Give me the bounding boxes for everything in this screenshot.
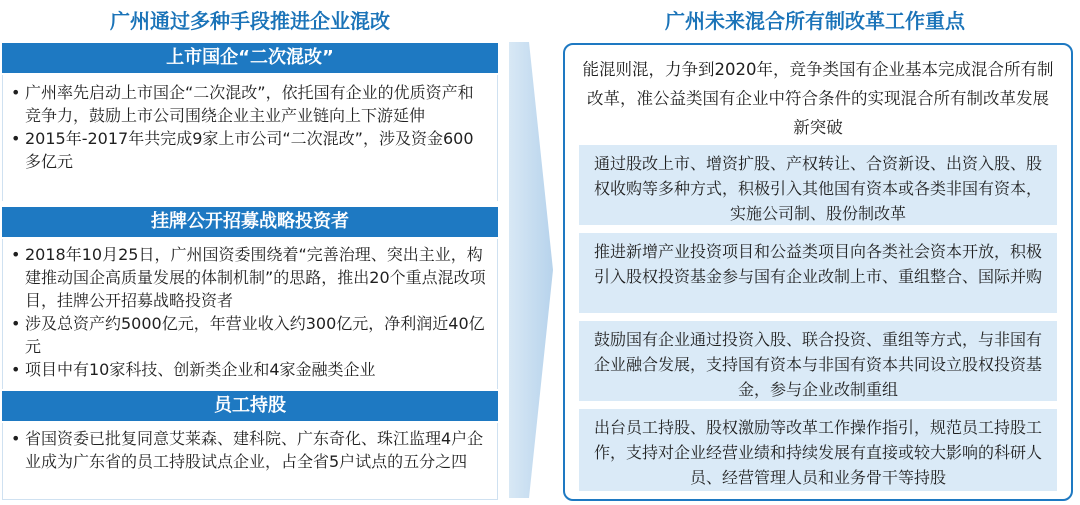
list-item (3, 358, 497, 381)
bullet-text: 2018年10月25日，广州国资委围绕着“完善治理、突出主业，构建推动国企高质量发展的体制机制”的思路，推出20个重点混改项目，挂牌公开招募战略投资者 (25, 245, 486, 310)
section-header-strategic-investors: 挂牌公开招募战略投资者 (2, 207, 498, 237)
left-title: 广州通过多种手段推进企业混改 (110, 9, 390, 33)
focus-box-share-reform: 通过股改上市、增资扩股、产权转让、合资新设、出资入股、股权收购等多种方式，积极引入其他国有资本或各类非国有资本，实施公司制、股份制改革 (579, 145, 1057, 225)
list-item (3, 81, 497, 127)
section-body-listed-soe (2, 75, 498, 201)
focus-box-social-capital: 推进新增产业投资项目和公益类项目向各类社会资本开放，积极引入股权投资基金参与国有企业改制上市、重组整合、国际并购 (579, 233, 1057, 313)
focus-box-employee-shareholding: 出台员工持股、股权激励等改革工作操作指引，规范员工持股工作，支持对企业经营业绩和持续发展有直接或较大影响的科研人员、经营管理人员和业务骨干等持股 (579, 409, 1057, 491)
left-panel (0, 43, 500, 500)
section-header-employee-shareholding: 员工持股 (2, 391, 498, 421)
list-item (3, 243, 497, 312)
section-header-listed-soe: 上市国企“二次混改” (2, 43, 498, 73)
goal-statement: 能混则混，力争到2020年，竞争类国有企业基本完成混合所有制改革，准公益类国有企业中符合条件的实现混合所有制改革发展新突破 (582, 60, 1054, 137)
bullet-dot-icon: • (11, 245, 21, 264)
bullet-text: 省国资委已批复同意艾莱森、建科院、广东奇化、珠江监理4户企业成为广东省的员工持股试点企业，占全省5户试点的五分之四 (25, 429, 484, 471)
bullet-text: 涉及总资产约5000亿元，年营业收入约300亿元，净利润近40亿元 (25, 314, 485, 356)
list-item (3, 312, 497, 358)
bullet-text: 2015年-2017年共完成9家上市公司“二次混改”，涉及资金600多亿元 (25, 129, 474, 171)
list-item (3, 427, 497, 473)
bullet-dot-icon: • (11, 129, 21, 148)
list-item (3, 127, 497, 173)
section-body-employee-shareholding (2, 423, 498, 500)
section-body-strategic-investors (2, 239, 498, 389)
bullet-text: 广州率先启动上市国企“二次混改”，依托国有企业的优质资产和竞争力，鼓励上市公司围绕企业主业产业链向上下游延伸 (25, 83, 474, 125)
bullet-dot-icon: • (11, 83, 21, 102)
right-arrow-icon (507, 40, 555, 500)
bullet-dot-icon: • (11, 314, 21, 333)
bullet-text: 项目中有10家科技、创新类企业和4家金融类企业 (25, 360, 376, 379)
right-title: 广州未来混合所有制改革工作重点 (665, 9, 965, 33)
bullet-dot-icon: • (11, 429, 21, 448)
right-panel (563, 43, 1073, 501)
bullet-dot-icon: • (11, 360, 21, 379)
focus-box-integration: 鼓励国有企业通过投资入股、联合投资、重组等方式，与非国有企业融合发展，支持国有资本与非国有资本共同设立股权投资基金，参与企业改制重组 (579, 321, 1057, 401)
